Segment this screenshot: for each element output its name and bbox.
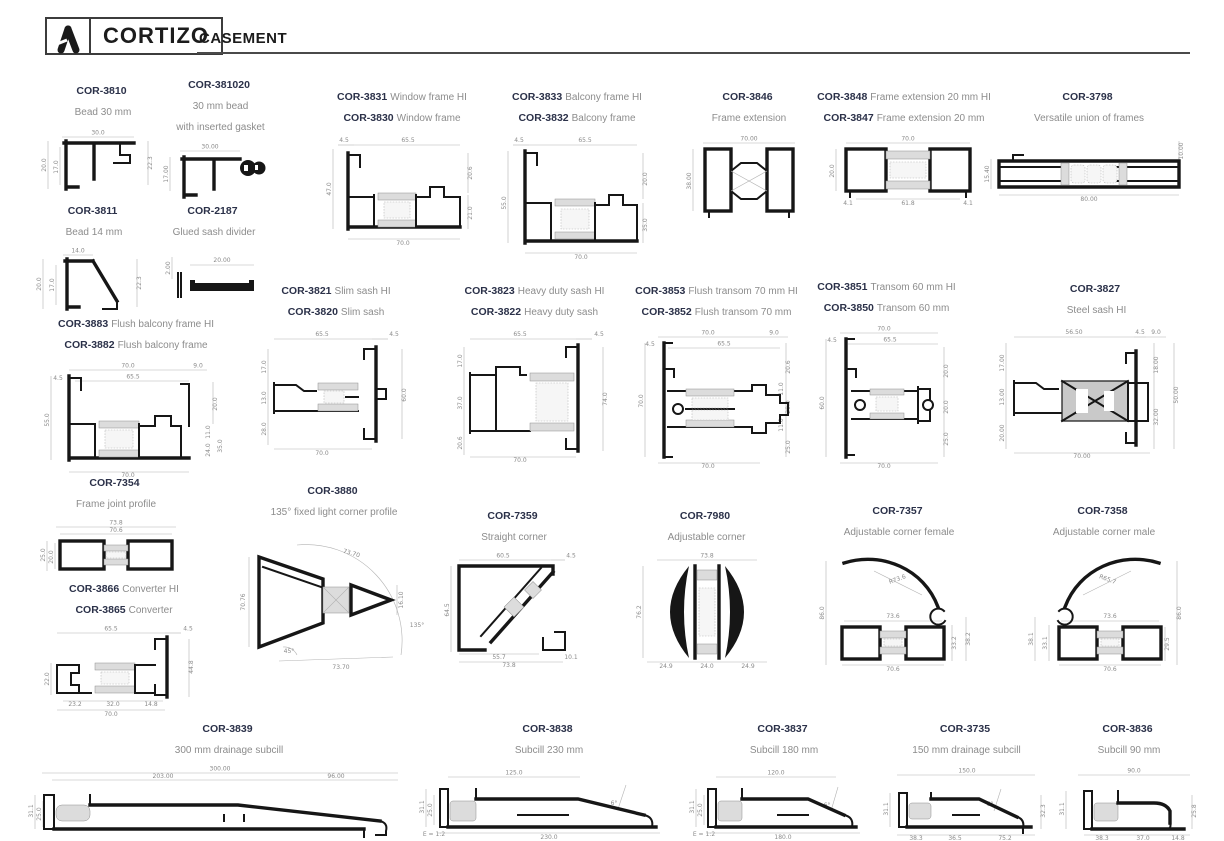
cortizo-a-mark <box>53 24 83 54</box>
profile-card-cor-3811: COR-3811 Bead 14 mm 14.0 20.0 17.0 22.3 <box>33 200 155 317</box>
svg-text:75.2: 75.2 <box>998 834 1012 841</box>
svg-text:20.6: 20.6 <box>785 359 792 374</box>
svg-text:38.3: 38.3 <box>909 834 923 841</box>
dim-label: 30.0 <box>91 129 105 137</box>
profile-drawing-cor-3846 <box>683 133 815 223</box>
svg-text:70.0: 70.0 <box>701 462 715 470</box>
svg-text:20.0: 20.0 <box>785 399 792 414</box>
svg-text:25.0: 25.0 <box>427 802 434 817</box>
svg-text:70.00: 70.00 <box>740 135 758 143</box>
svg-text:20.00: 20.00 <box>213 256 231 264</box>
svg-text:R73.6: R73.6 <box>888 572 907 586</box>
svg-text:60.0: 60.0 <box>819 395 826 410</box>
svg-text:31.1: 31.1 <box>689 799 696 814</box>
title-underline <box>197 52 1190 54</box>
profile-drawing-cor-3833 <box>503 133 651 261</box>
profile-drawing-cor-381020 <box>158 141 283 205</box>
profile-card-cor-3810: COR-3810 Bead 30 mm 30.0 20.0 17.0 22.3 <box>38 80 168 201</box>
svg-text:56.50: 56.50 <box>1065 328 1083 336</box>
svg-text:38.3: 38.3 <box>1095 834 1109 841</box>
svg-text:73.8: 73.8 <box>700 552 714 560</box>
profile-card-cor-3883: COR-3883 Flush balcony frame HI COR-3882 Flush balcony frame 70.0 9.0 4.5 65.5 55.0 20.0 11.0 24.0 35.0 70.0 <box>45 313 227 478</box>
svg-text:10.00: 10.00 <box>1178 142 1185 160</box>
svg-text:31.1: 31.1 <box>883 801 890 816</box>
svg-text:73.8: 73.8 <box>109 519 123 527</box>
svg-text:55.0: 55.0 <box>44 412 51 427</box>
profile-drawing-cor-3821 <box>260 327 412 457</box>
svg-text:14.8: 14.8 <box>144 700 158 708</box>
svg-text:13.0: 13.0 <box>261 390 268 405</box>
svg-text:60.5: 60.5 <box>496 552 510 560</box>
svg-text:180.0: 180.0 <box>774 833 792 841</box>
profile-drawing-cor-3827 <box>998 325 1195 459</box>
svg-text:36.5: 36.5 <box>948 834 962 841</box>
svg-text:4.5: 4.5 <box>339 136 349 144</box>
svg-text:23.2: 23.2 <box>68 700 82 708</box>
svg-text:17.00: 17.00 <box>163 165 170 183</box>
svg-text:65.5: 65.5 <box>883 336 897 344</box>
svg-text:35.0: 35.0 <box>642 217 649 232</box>
svg-text:55.0: 55.0 <box>501 195 508 210</box>
profile-drawing-cor-3837 <box>688 765 880 841</box>
svg-text:20.6: 20.6 <box>457 435 464 450</box>
profile-drawing-cor-3838 <box>418 765 680 841</box>
svg-text:70.6: 70.6 <box>1103 665 1117 673</box>
profile-drawing-cor-3735 <box>883 765 1050 841</box>
svg-text:55.7: 55.7 <box>492 653 506 661</box>
profile-drawing-cor-3831 <box>328 133 476 247</box>
svg-text:9.0: 9.0 <box>193 362 203 370</box>
svg-text:47.0: 47.0 <box>326 181 333 196</box>
svg-text:70.0: 70.0 <box>701 329 715 337</box>
svg-text:80.00: 80.00 <box>1080 195 1098 203</box>
svg-text:4.5: 4.5 <box>566 552 576 560</box>
profile-card-cor-7354: COR-7354 Frame joint profile 73.8 70.6 25.0 20.0 <box>40 472 192 581</box>
svg-text:25.0: 25.0 <box>40 547 47 562</box>
svg-text:61.8: 61.8 <box>901 199 915 207</box>
svg-text:38.2: 38.2 <box>965 631 972 646</box>
svg-text:35.0: 35.0 <box>217 438 224 453</box>
svg-text:11.0: 11.0 <box>778 417 785 432</box>
svg-text:37.0: 37.0 <box>1136 834 1150 841</box>
svg-text:32.0: 32.0 <box>106 700 120 708</box>
profile-card-cor-3827: COR-3827 Steel sash HI 56.50 4.5 9.0 17.00 13.00 20.00 18.00 32.00 50.00 70.00 <box>998 278 1195 459</box>
svg-text:300.00: 300.00 <box>209 765 231 773</box>
dim-label: 20.0 <box>41 157 48 172</box>
dim-label: 17.0 <box>53 159 60 174</box>
profile-card-cor-7359: COR-7359 Straight corner 60.5 4.5 64.5 55.7 73.8 10.1 <box>443 505 585 670</box>
svg-text:13.00: 13.00 <box>999 388 1006 406</box>
svg-text:31.1: 31.1 <box>1059 801 1066 816</box>
profile-card-cor-3853: COR-3853 Flush transom 70 mm HI COR-3852 Flush transom 70 mm 70.0 9.0 4.5 65.5 70.0 20.6 11.0 20.0 11.0 25.0 70.0 <box>635 285 798 470</box>
svg-text:70.0: 70.0 <box>396 239 410 247</box>
profile-drawing-cor-3883 <box>45 360 227 478</box>
svg-text:20.00: 20.00 <box>999 424 1006 442</box>
profile-drawing-cor-3823 <box>456 327 613 463</box>
svg-text:18.00: 18.00 <box>1153 356 1160 374</box>
profile-card-cor-3837: COR-3837 Subcill 180 mm 120.0 31.1 25.0 E = 1:2 6° 180.0 <box>688 718 880 841</box>
profile-drawing-cor-3880 <box>233 527 435 673</box>
profile-card-cor-3851: COR-3851 Transom 60 mm HI COR-3850 Transom 60 mm 70.0 4.5 65.5 60.0 20.0 20.0 25.0 70.0 <box>817 281 956 470</box>
profile-card-cor-3836: COR-3836 Subcill 90 mm 90.0 31.1 25.8 38.3 37.0 14.8 <box>1059 723 1198 841</box>
svg-text:25.0: 25.0 <box>697 802 704 817</box>
svg-text:60.0: 60.0 <box>401 387 408 402</box>
svg-text:4.5: 4.5 <box>514 136 524 144</box>
svg-text:73.70: 73.70 <box>332 663 350 671</box>
svg-text:20.0: 20.0 <box>943 363 950 378</box>
svg-text:16.10: 16.10 <box>398 591 405 609</box>
page-title: CASEMENT <box>199 30 288 47</box>
svg-text:70.0: 70.0 <box>574 253 588 261</box>
svg-text:20.6: 20.6 <box>467 165 474 180</box>
svg-text:15.40: 15.40 <box>984 165 991 183</box>
svg-text:65.5: 65.5 <box>315 330 329 338</box>
svg-text:70.6: 70.6 <box>109 526 123 534</box>
svg-text:70.0: 70.0 <box>513 456 527 464</box>
svg-text:24.0: 24.0 <box>205 442 212 457</box>
svg-text:9.0: 9.0 <box>1151 328 1161 336</box>
svg-text:96.00: 96.00 <box>327 772 345 780</box>
svg-text:33.2: 33.2 <box>951 635 958 650</box>
svg-text:6°: 6° <box>986 800 994 808</box>
svg-text:31.1: 31.1 <box>419 799 426 814</box>
profile-card-cor-3839: COR-3839 300 mm drainage subcill 300.00 203.00 96.00 31.1 25.0 <box>28 718 430 841</box>
svg-text:20.0: 20.0 <box>829 163 836 178</box>
svg-text:86.0: 86.0 <box>1176 605 1183 620</box>
svg-text:20.0: 20.0 <box>48 549 55 564</box>
svg-text:4.1: 4.1 <box>963 199 973 207</box>
svg-text:65.5: 65.5 <box>401 136 415 144</box>
svg-text:20.0: 20.0 <box>943 399 950 414</box>
profile-card-cor-3735: COR-3735 150 mm drainage subcill 150.0 31.1 32.3 6° 38.3 36.5 75.2 <box>883 718 1050 841</box>
svg-text:70.00: 70.00 <box>1073 452 1091 460</box>
svg-text:230.0: 230.0 <box>540 833 558 841</box>
svg-text:65.5: 65.5 <box>104 625 118 633</box>
svg-text:21.0: 21.0 <box>467 205 474 220</box>
svg-text:20.0: 20.0 <box>36 276 43 291</box>
svg-text:135°: 135° <box>409 621 425 629</box>
cortizo-logo <box>45 17 223 55</box>
svg-text:150.0: 150.0 <box>958 767 976 775</box>
svg-text:70.76: 70.76 <box>240 593 247 611</box>
svg-text:70.0: 70.0 <box>121 471 135 479</box>
svg-text:17.0: 17.0 <box>457 353 464 368</box>
profile-card-cor-7357: COR-7357 Adjustable corner female 86.0 R73.6 73.6 33.2 38.2 70.6 <box>818 500 980 675</box>
svg-text:14.8: 14.8 <box>1171 834 1185 841</box>
svg-text:70.0: 70.0 <box>638 393 645 408</box>
svg-text:73.6: 73.6 <box>1103 612 1117 620</box>
profile-drawing-cor-3853 <box>638 327 795 469</box>
svg-text:125.0: 125.0 <box>505 769 523 777</box>
svg-text:70.0: 70.0 <box>901 135 915 143</box>
svg-text:4.5: 4.5 <box>594 330 604 338</box>
svg-text:4.5: 4.5 <box>53 374 63 382</box>
svg-text:24.0: 24.0 <box>700 662 714 670</box>
profile-drawing-cor-3839 <box>28 765 430 841</box>
svg-text:14.0: 14.0 <box>71 247 85 255</box>
profile-drawing-cor-3836 <box>1058 765 1200 841</box>
svg-text:4.5: 4.5 <box>183 625 193 633</box>
profile-card-cor-3831: COR-3831 Window frame HI COR-3830 Window frame 4.5 65.5 47.0 20.6 21.0 70.0 <box>326 91 474 247</box>
svg-text:24.9: 24.9 <box>659 662 673 670</box>
svg-text:65.5: 65.5 <box>717 340 731 348</box>
brand-name: CORTIZO <box>89 17 223 55</box>
profile-drawing-cor-3798 <box>983 133 1195 203</box>
svg-text:203.00: 203.00 <box>152 772 174 780</box>
svg-text:50.00: 50.00 <box>1173 386 1180 404</box>
svg-text:11.0: 11.0 <box>778 381 785 396</box>
profile-drawing-cor-3810 <box>38 127 168 201</box>
svg-text:30.00: 30.00 <box>201 143 219 151</box>
svg-text:90.0: 90.0 <box>1127 767 1141 775</box>
svg-text:44.8: 44.8 <box>188 659 195 674</box>
svg-text:E = 1:2: E = 1:2 <box>422 830 446 838</box>
svg-text:E = 1:2: E = 1:2 <box>692 830 716 838</box>
svg-text:37.0: 37.0 <box>457 395 464 410</box>
profile-drawing-cor-7359 <box>443 552 585 670</box>
svg-text:9.0: 9.0 <box>769 329 779 337</box>
svg-text:25.0: 25.0 <box>943 431 950 446</box>
svg-text:28.0: 28.0 <box>261 421 268 436</box>
svg-text:4.5: 4.5 <box>827 336 837 344</box>
svg-text:6°: 6° <box>610 799 618 807</box>
cortizo-a-logo-icon <box>45 17 91 55</box>
svg-text:65.5: 65.5 <box>578 136 592 144</box>
profile-card-cor-3798: COR-3798 Versatile union of frames 10.00 15.40 80.00 <box>983 86 1195 203</box>
svg-text:45°: 45° <box>283 647 295 655</box>
svg-text:11.0: 11.0 <box>205 424 212 439</box>
svg-text:20.0: 20.0 <box>642 171 649 186</box>
svg-text:120.0: 120.0 <box>767 769 785 777</box>
svg-text:20.0: 20.0 <box>212 396 219 411</box>
dim-label: 22.3 <box>147 155 154 170</box>
profile-card-cor-3846: COR-3846 Frame extension 70.00 38.00 <box>683 86 815 223</box>
svg-text:24.9: 24.9 <box>741 662 755 670</box>
svg-text:73.8: 73.8 <box>502 661 516 669</box>
profile-drawing-cor-3848 <box>828 133 980 211</box>
svg-text:2.00: 2.00 <box>165 260 172 275</box>
profile-drawing-cor-3866 <box>43 625 205 717</box>
profile-card-cor-3833: COR-3833 Balcony frame HI COR-3832 Balcony frame 4.5 65.5 55.0 20.0 35.0 70.0 <box>501 91 649 261</box>
svg-text:64.5: 64.5 <box>444 602 451 617</box>
svg-text:38.1: 38.1 <box>1028 631 1035 646</box>
svg-text:76.2: 76.2 <box>636 604 643 619</box>
svg-text:70.0: 70.0 <box>315 449 329 457</box>
svg-text:25.0: 25.0 <box>36 806 43 821</box>
svg-text:32.3: 32.3 <box>1040 803 1047 818</box>
profile-drawing-cor-2187 <box>158 247 270 305</box>
svg-text:10.1: 10.1 <box>564 653 578 661</box>
svg-text:6°: 6° <box>823 801 831 809</box>
profile-card-cor-7980: COR-7980 Adjustable corner 73.8 76.2 24.9 24.0 24.9 <box>633 505 780 670</box>
profile-drawing-cor-7358 <box>1023 547 1185 675</box>
svg-text:4.5: 4.5 <box>645 340 655 348</box>
profile-card-cor-3821: COR-3821 Slim sash HI COR-3820 Slim sash 65.5 4.5 17.0 13.0 28.0 60.0 70.0 <box>260 280 412 457</box>
svg-text:70.0: 70.0 <box>877 462 891 470</box>
svg-text:70.0: 70.0 <box>877 325 891 333</box>
profile-card-cor-3838: COR-3838 Subcill 230 mm 125.0 31.1 25.0 E = 1:2 6° 230.0 <box>418 718 680 841</box>
svg-text:17.0: 17.0 <box>261 359 268 374</box>
profile-card-cor-3848: COR-3848 Frame extension 20 mm HI COR-3847 Frame extension 20 mm 70.0 20.0 4.1 61.8 4.1 <box>828 86 980 211</box>
svg-text:73.6: 73.6 <box>886 612 900 620</box>
svg-text:86.0: 86.0 <box>819 605 826 620</box>
svg-text:4.5: 4.5 <box>389 330 399 338</box>
svg-text:17.00: 17.00 <box>999 354 1006 372</box>
svg-text:73.70: 73.70 <box>342 547 361 559</box>
svg-text:74.0: 74.0 <box>602 391 609 406</box>
svg-text:25.0: 25.0 <box>785 439 792 454</box>
svg-text:22.3: 22.3 <box>136 275 143 290</box>
profile-drawing-cor-7980 <box>633 552 780 670</box>
profile-card-cor-3823: COR-3823 Heavy duty sash HI COR-3822 Heavy duty sash 65.5 4.5 17.0 37.0 20.6 74.0 70.0 <box>456 280 613 463</box>
profile-code: COR-3810 <box>76 85 127 97</box>
svg-text:17.0: 17.0 <box>49 277 56 292</box>
svg-text:29.5: 29.5 <box>1164 636 1171 651</box>
profile-card-cor-381020: COR-381020 30 mm bead with inserted gasket 30.00 17.00 <box>158 74 283 205</box>
svg-text:70.0: 70.0 <box>104 710 118 718</box>
profile-card-cor-2187: COR-2187 Glued sash divider 2.00 20.00 <box>158 200 270 305</box>
profile-card-cor-7358: COR-7358 Adjustable corner male 86.0 R65.7 73.6 38.1 33.1 29.5 70.6 <box>1023 500 1185 675</box>
svg-text:R65.7: R65.7 <box>1098 572 1117 586</box>
svg-text:65.5: 65.5 <box>126 373 140 381</box>
svg-text:25.8: 25.8 <box>1191 803 1198 818</box>
profile-drawing-cor-7357 <box>818 547 980 675</box>
profile-drawing-cor-3851 <box>818 323 955 469</box>
svg-text:22.0: 22.0 <box>44 671 51 686</box>
profile-card-cor-3880: COR-3880 135° fixed light corner profile 73.70 70.76 16.10 135° 45° 73.70 <box>233 480 435 673</box>
svg-text:4.1: 4.1 <box>843 199 853 207</box>
svg-text:31.1: 31.1 <box>28 803 35 818</box>
svg-text:70.0: 70.0 <box>121 362 135 370</box>
svg-text:32.00: 32.00 <box>1153 408 1160 426</box>
svg-text:4.5: 4.5 <box>1135 328 1145 336</box>
profile-drawing-cor-7354 <box>40 519 192 581</box>
svg-text:70.6: 70.6 <box>886 665 900 673</box>
svg-text:33.1: 33.1 <box>1042 635 1049 650</box>
svg-text:38.00: 38.00 <box>686 172 693 190</box>
svg-text:65.5: 65.5 <box>513 330 527 338</box>
profile-drawing-cor-3811 <box>33 247 155 317</box>
profile-card-cor-3866: COR-3866 Converter HI COR-3865 Converter 65.5 4.5 22.0 44.8 23.2 32.0 14.8 70.0 <box>43 578 205 717</box>
